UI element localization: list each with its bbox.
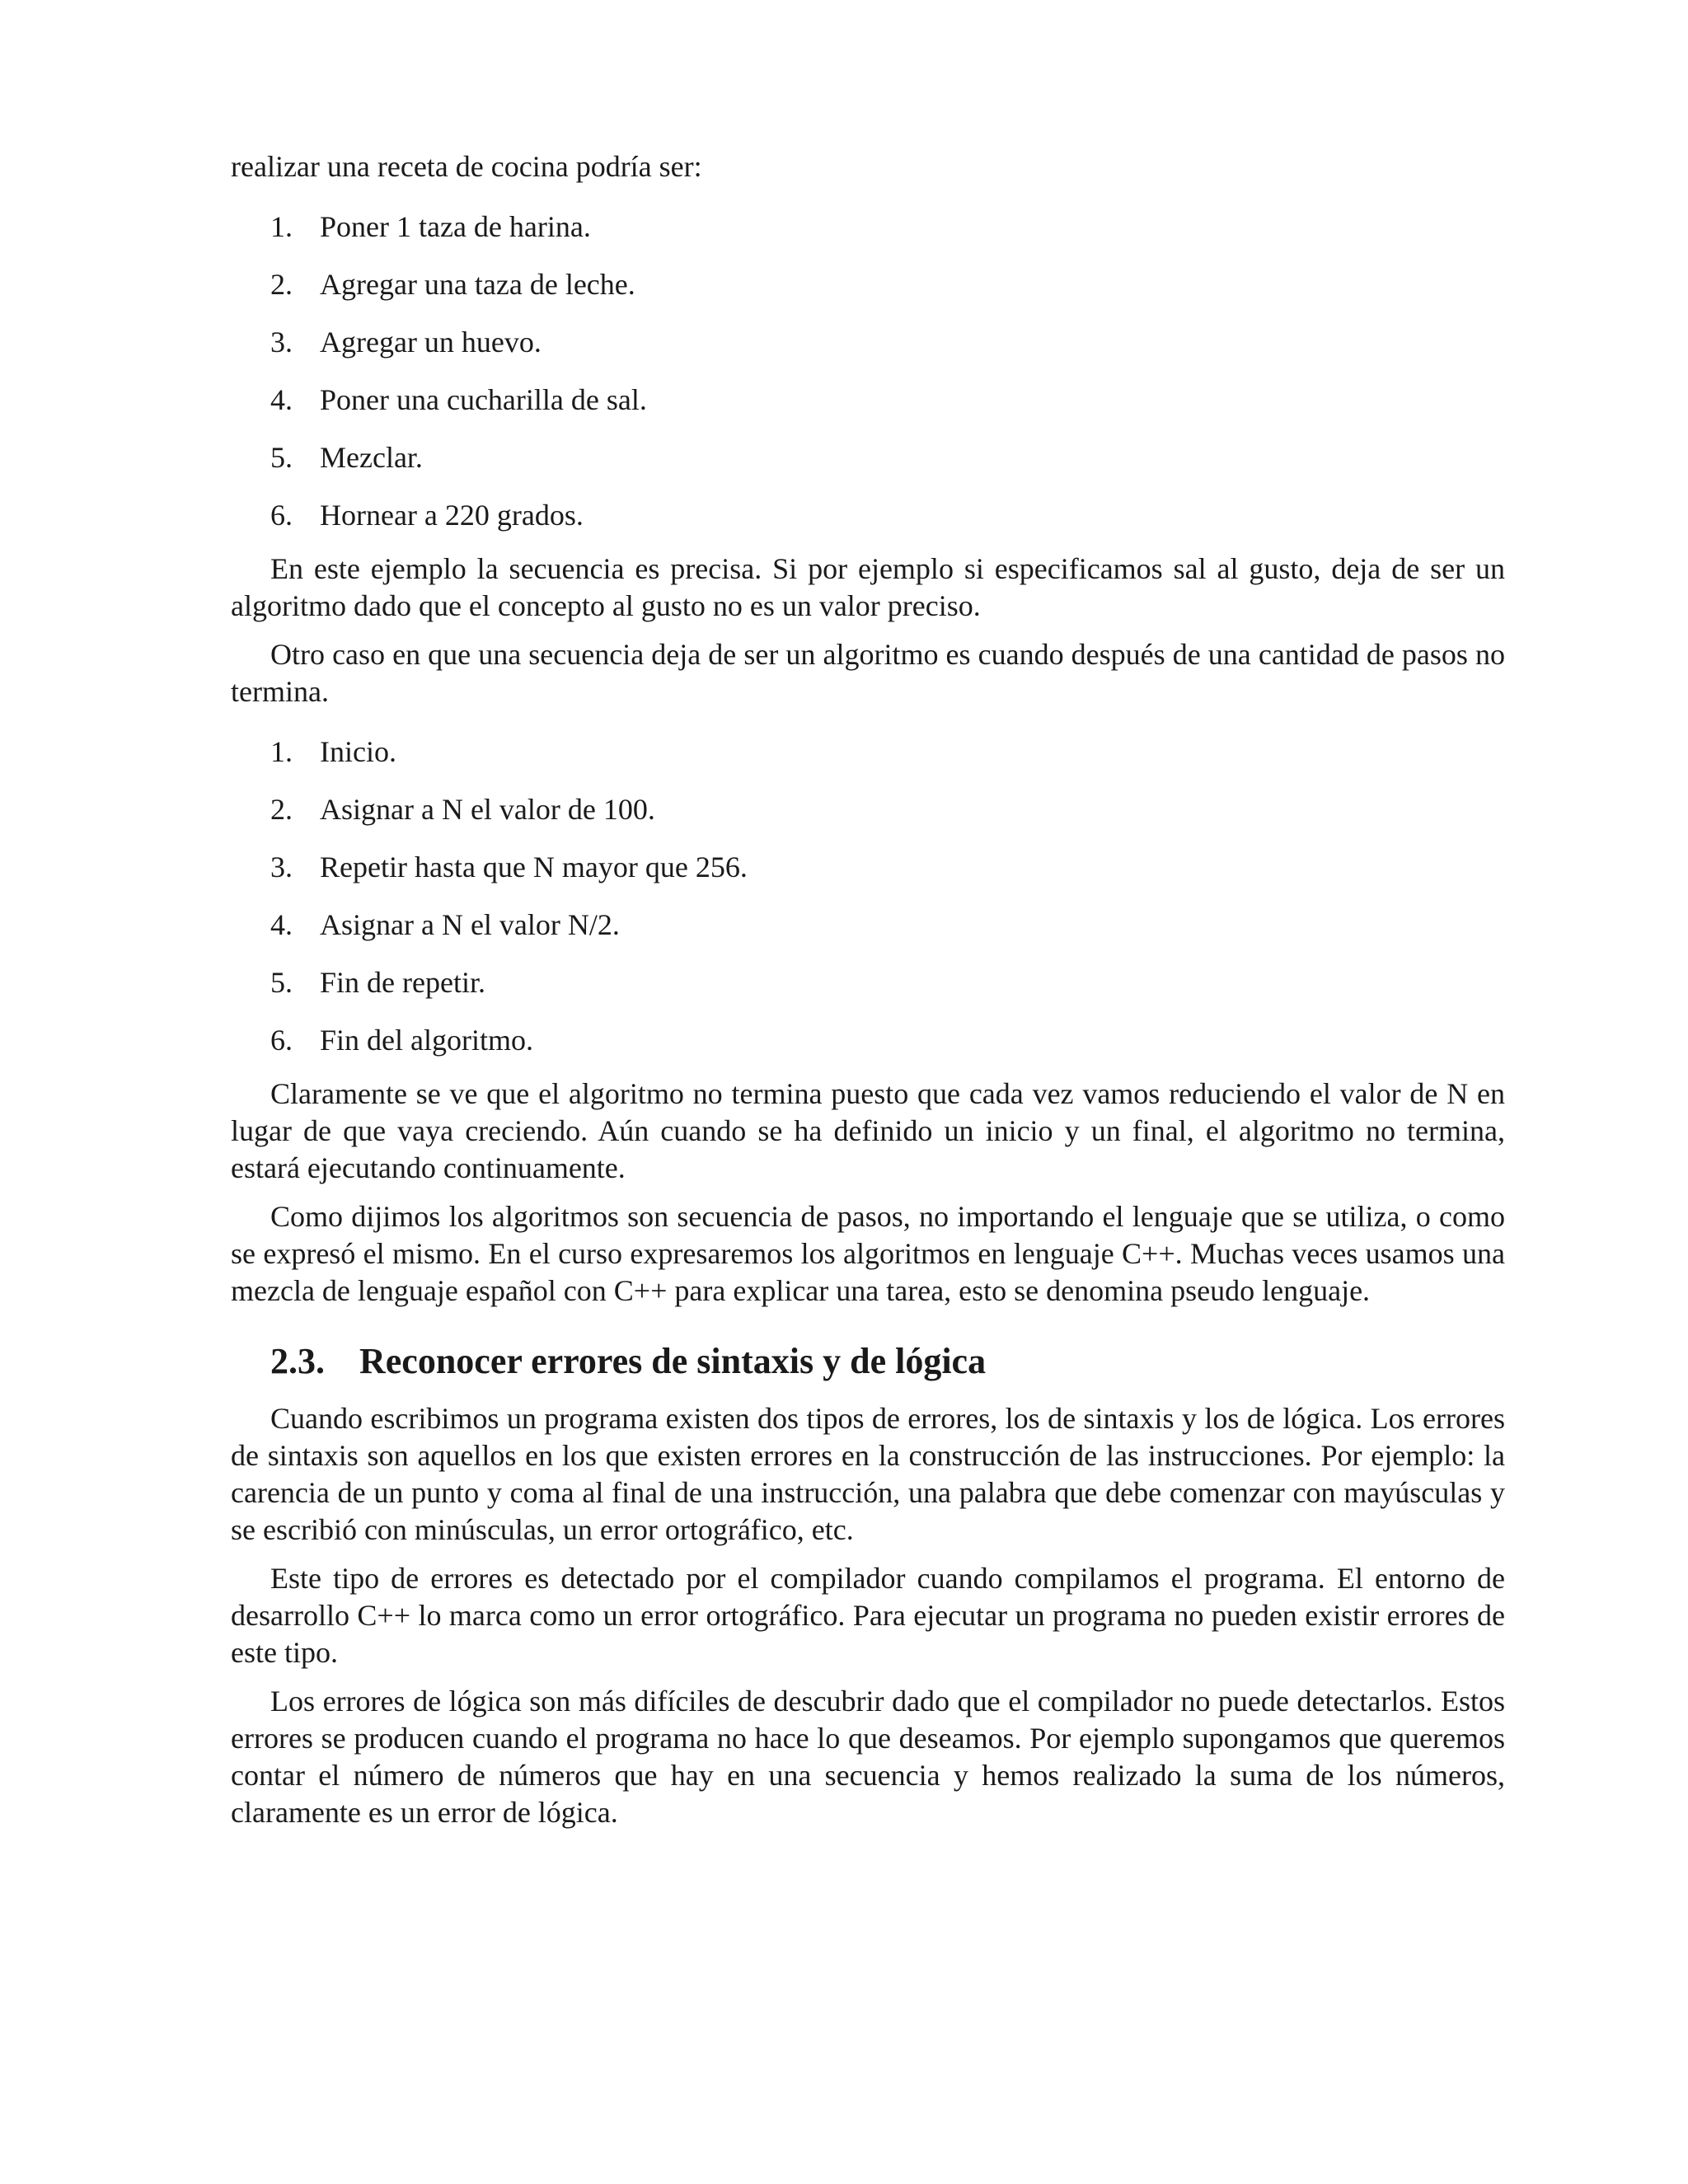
intro-text: realizar una receta de cocina podría ser: <box>231 150 702 183</box>
list-item-text: Repetir hasta que N mayor que 256. <box>320 851 748 883</box>
list-item <box>231 324 1505 361</box>
list-item <box>231 964 1505 1001</box>
list-item <box>231 907 1505 944</box>
list-item-text: Agregar una taza de leche. <box>320 268 635 301</box>
list-item-text: Hornear a 220 grados. <box>320 499 584 532</box>
list-item-text: Fin de repetir. <box>320 966 485 999</box>
section-heading <box>231 1339 1505 1384</box>
list-item-number: 4. <box>270 908 293 941</box>
paragraph-precise-sequence: En este ejemplo la secuencia es precisa. Si por ejemplo si especificamos sal al gusto, deja de ser un algoritmo dado que el concepto al gusto no es un valor preciso. <box>231 552 1505 622</box>
list-item <box>231 497 1505 534</box>
paragraph-non-terminating: Otro caso en que una secuencia deja de ser un algoritmo es cuando después de una cantidad de pasos no termina. <box>231 638 1505 708</box>
paragraph-error-types: Cuando escribimos un programa existen dos tipos de errores, los de sintaxis y los de lógica. Los errores de sintaxis son aquellos en los que existen errores en la construcción de las instrucciones. Por ejemplo: la carencia de un punto y coma al final de una instrucción, una palabra que debe comenzar con mayúsculas y se escribió con minúsculas, un error ortográfico, etc. <box>231 1402 1505 1546</box>
section-number: 2.3. <box>270 1341 325 1381</box>
list-item <box>231 791 1505 828</box>
list-item-text: Poner una cucharilla de sal. <box>320 383 647 416</box>
list-item <box>231 439 1505 476</box>
list-item <box>231 1022 1505 1059</box>
list-item-number: 3. <box>270 851 293 883</box>
list-item-text: Fin del algoritmo. <box>320 1024 533 1057</box>
paragraph-logic-errors: Los errores de lógica son más difíciles de descubrir dado que el compilador no puede detectarlos. Estos errores se producen cuando el programa no hace lo que deseamos. Por ejemplo supongamos que queremos contar el número de números que hay en una secuencia y hemos realizado la suma de los números, claramente es un error de lógica. <box>231 1685 1505 1829</box>
list-item-number: 4. <box>270 383 293 416</box>
loop-steps-list <box>231 733 1505 1059</box>
list-item-number: 6. <box>270 1024 293 1057</box>
list-item-number: 6. <box>270 499 293 532</box>
paragraph-compiler-detection: Este tipo de errores es detectado por el compilador cuando compilamos el programa. El entorno de desarrollo C++ lo marca como un error ortográfico. Para ejecutar un programa no pueden existir errores de este tipo. <box>231 1562 1505 1669</box>
paragraph-pseudo-language: Como dijimos los algoritmos son secuencia de pasos, no importando el lenguaje que se utiliza, o como se expresó el mismo. En el curso expresaremos los algoritmos en lenguaje C++. Muchas veces usamos una mezcla de lenguaje español con C++ para explicar una tarea, esto se denomina pseudo lenguaje. <box>231 1200 1505 1307</box>
list-item-number: 2. <box>270 793 293 826</box>
list-item-number: 5. <box>270 441 293 474</box>
list-item-text: Asignar a N el valor de 100. <box>320 793 655 826</box>
list-item-text: Asignar a N el valor N/2. <box>320 908 620 941</box>
list-item <box>231 266 1505 303</box>
list-item-number: 1. <box>270 210 293 243</box>
list-item <box>231 733 1505 771</box>
list-item-text: Agregar un huevo. <box>320 326 542 359</box>
list-item-number: 3. <box>270 326 293 359</box>
list-item-number: 2. <box>270 268 293 301</box>
section-title: Reconocer errores de sintaxis y de lógica <box>359 1341 987 1381</box>
list-item-text: Inicio. <box>320 735 396 768</box>
list-item <box>231 849 1505 886</box>
list-item-text: Poner 1 taza de harina. <box>320 210 591 243</box>
document-page <box>231 148 1505 1843</box>
list-item <box>231 382 1505 419</box>
paragraph-never-terminates: Claramente se ve que el algoritmo no termina puesto que cada vez vamos reduciendo el valor de N en lugar de que vaya creciendo. Aún cuando se ha definido un inicio y un final, el algoritmo no termina, estará ejecutando continuamente. <box>231 1077 1505 1184</box>
list-item-text: Mezclar. <box>320 441 423 474</box>
list-item-number: 1. <box>270 735 293 768</box>
recipe-steps-list <box>231 209 1505 534</box>
list-item-number: 5. <box>270 966 293 999</box>
list-item <box>231 209 1505 246</box>
